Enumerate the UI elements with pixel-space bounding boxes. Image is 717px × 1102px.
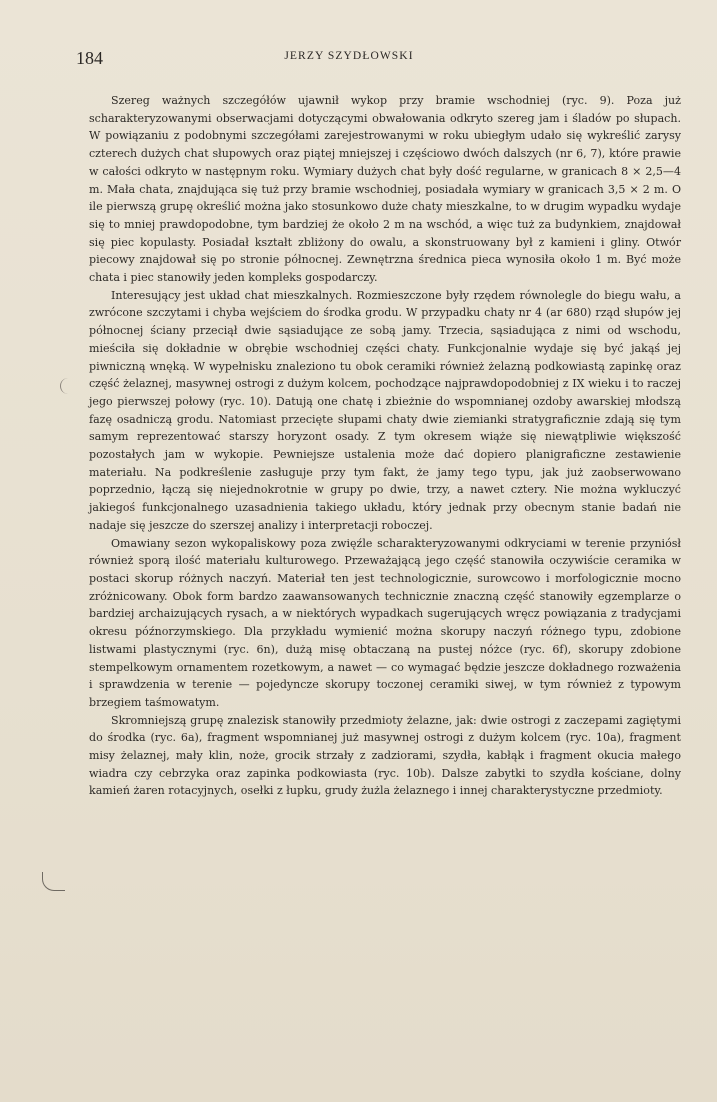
pencil-margin-mark [42,872,65,891]
page-number: 184 [76,48,103,68]
body-text [89,92,681,800]
paragraph: Szereg ważnych szczegółów ujawnił wykop przy bramie wschodniej (ryc. 9). Poza już scharakteryzowanymi obserwacjami dotyczącymi obwałowania odkryto szereg jam i śladów po słupach. W powiązaniu z podobnymi szczegółami zarejestrowanymi w roku ubiegłym udało się wykreślić zarysy czterech dużych chat słupowych oraz piątej mniejszej i częściowo dwóch dalszych (nr 6, 7), które prawie w całości odkryto w następnym roku. Wymiary dużych chat były dość regularne, w granicach 8 × 2,5—4 m. Mała chata, znajdująca się tuż przy bramie wschodniej, posiadała wymiary w granicach 3,5 × 2 m. O ile pierwszą grupę określić można jako stosunkowo duże chaty mieszkalne, to w drugim wypadku wydaje się to mniej prawdopodobne, tym bardziej że około 2 m na wschód, a więc tuż za budynkiem, znajdował się piec kopulasty. Posiadał kształt zbliżony do owalu, a skonstruowany był z kamieni i gliny. Otwór piecowy znajdował się po stronie północnej. Zewnętrzna średnica pieca wynosiła około 1 m. Być może chata i piec stanowiły jeden kompleks gospodarczy. [89,94,681,285]
page-header [76,46,622,72]
pencil-margin-mark [60,378,79,394]
paragraph: Skromniejszą grupę znalezisk stanowiły przedmioty żelazne, jak: dwie ostrogi z zaczepami zagiętymi do środka (ryc. 6a), fragment wspomnianej już masywnej ostrogi z dużym kolcem (ryc. 10a), fragment misy żelaznej, mały klin, noże, grocik strzały z zadziorami, szydła, kabłąk i fragment okucia małego wiadra czy cebrzyka oraz zapinka podkowiasta (ryc. 10b). Dalsze zabytki to szydła kościane, dolny kamień żaren rotacyjnych, osełki z łupku, grudy żużla żelaznego i innej charakterystyczne przedmioty. [89,713,681,798]
paragraph: Interesujący jest układ chat mieszkalnych. Rozmieszczone były rzędem równolegle do biegu wału, a zwrócone szczytami i chyba wejściem do środka grodu. W przypadku chaty nr 4 (ar 680) rząd słupów jej północnej ściany przeciął dwie sąsiadujące ze sobą jamy. Trzecia, sąsiadująca z nimi od wschodu, mieściła się dokładnie w obrębie wschodniej części chaty. Funkcjonalnie wydaje się być jakąś jej piwniczną wnęką. W wypełnisku znaleziono tu obok ceramiki również żelazną podkowiastą zapinkę oraz część żelaznej, masywnej ostrogi z dużym kolcem, pochodzące najprawdopodobniej z IX wieku i to raczej jego pierwszej połowy (ryc. 10). Datują one chatę i zbieżnie do wspomnianej ozdoby awarskiej młodszą fazę osadniczą grodu. Natomiast przecięte słupami chaty dwie ziemianki stratygraficznie zdają się tym samym reprezentować starszy horyzont osady. Z tym okresem wiąże się niewątpliwie większość pozostałych jam w wykopie. Pewniejsze ustalenia może dać dopiero planigraficzne zestawienie materiału. Na podkreślenie zasługuje przy tym fakt, że jamy tego typu, jak już zaobserwowano poprzednio, łączą się niejednokrotnie w grupy po dwie, trzy, a nawet cztery. Nie można wykluczyć jakiegoś funkcjonalnego uzasadnienia takiego układu, który jednak przy obecnym stanie badań nie nadaje się jeszcze do szerszej analizy i interpretacji roboczej. [89,288,681,532]
running-title: JERZY SZYDŁOWSKI [284,50,414,62]
paragraph: Omawiany sezon wykopaliskowy poza zwięźle scharakteryzowanymi odkryciami w terenie przyniósł również sporą ilość materiału kulturowego. Przeważającą jego część stanowiła oczywiście ceramika w postaci skorup różnych naczyń. Materiał ten jest technologicznie, surowcowo i morfologicznie mocno zróżnicowany. Obok form bardzo zaawansowanych technicznie znaczną część stanowiły egzemplarze o bardziej archaizujących rysach, a w niektórych wypadkach sugerujących wręcz powiązania z tradycjami okresu późnorzymskiego. Dla przykładu wymienić można skorupy naczyń różnego typu, zdobione listwami plastycznymi (ryc. 6n), dużą misę obtaczaną na pustej nóżce (ryc. 6f), skorupy zdobione stempelkowym ornamentem rozetkowym, a nawet — co wymagać będzie jeszcze dokładnego rozważenia i sprawdzenia w terenie — pojedyncze skorupy toczonej ceramiki siwej, w tym również z typowym brzegiem taśmowatym. [89,536,681,709]
